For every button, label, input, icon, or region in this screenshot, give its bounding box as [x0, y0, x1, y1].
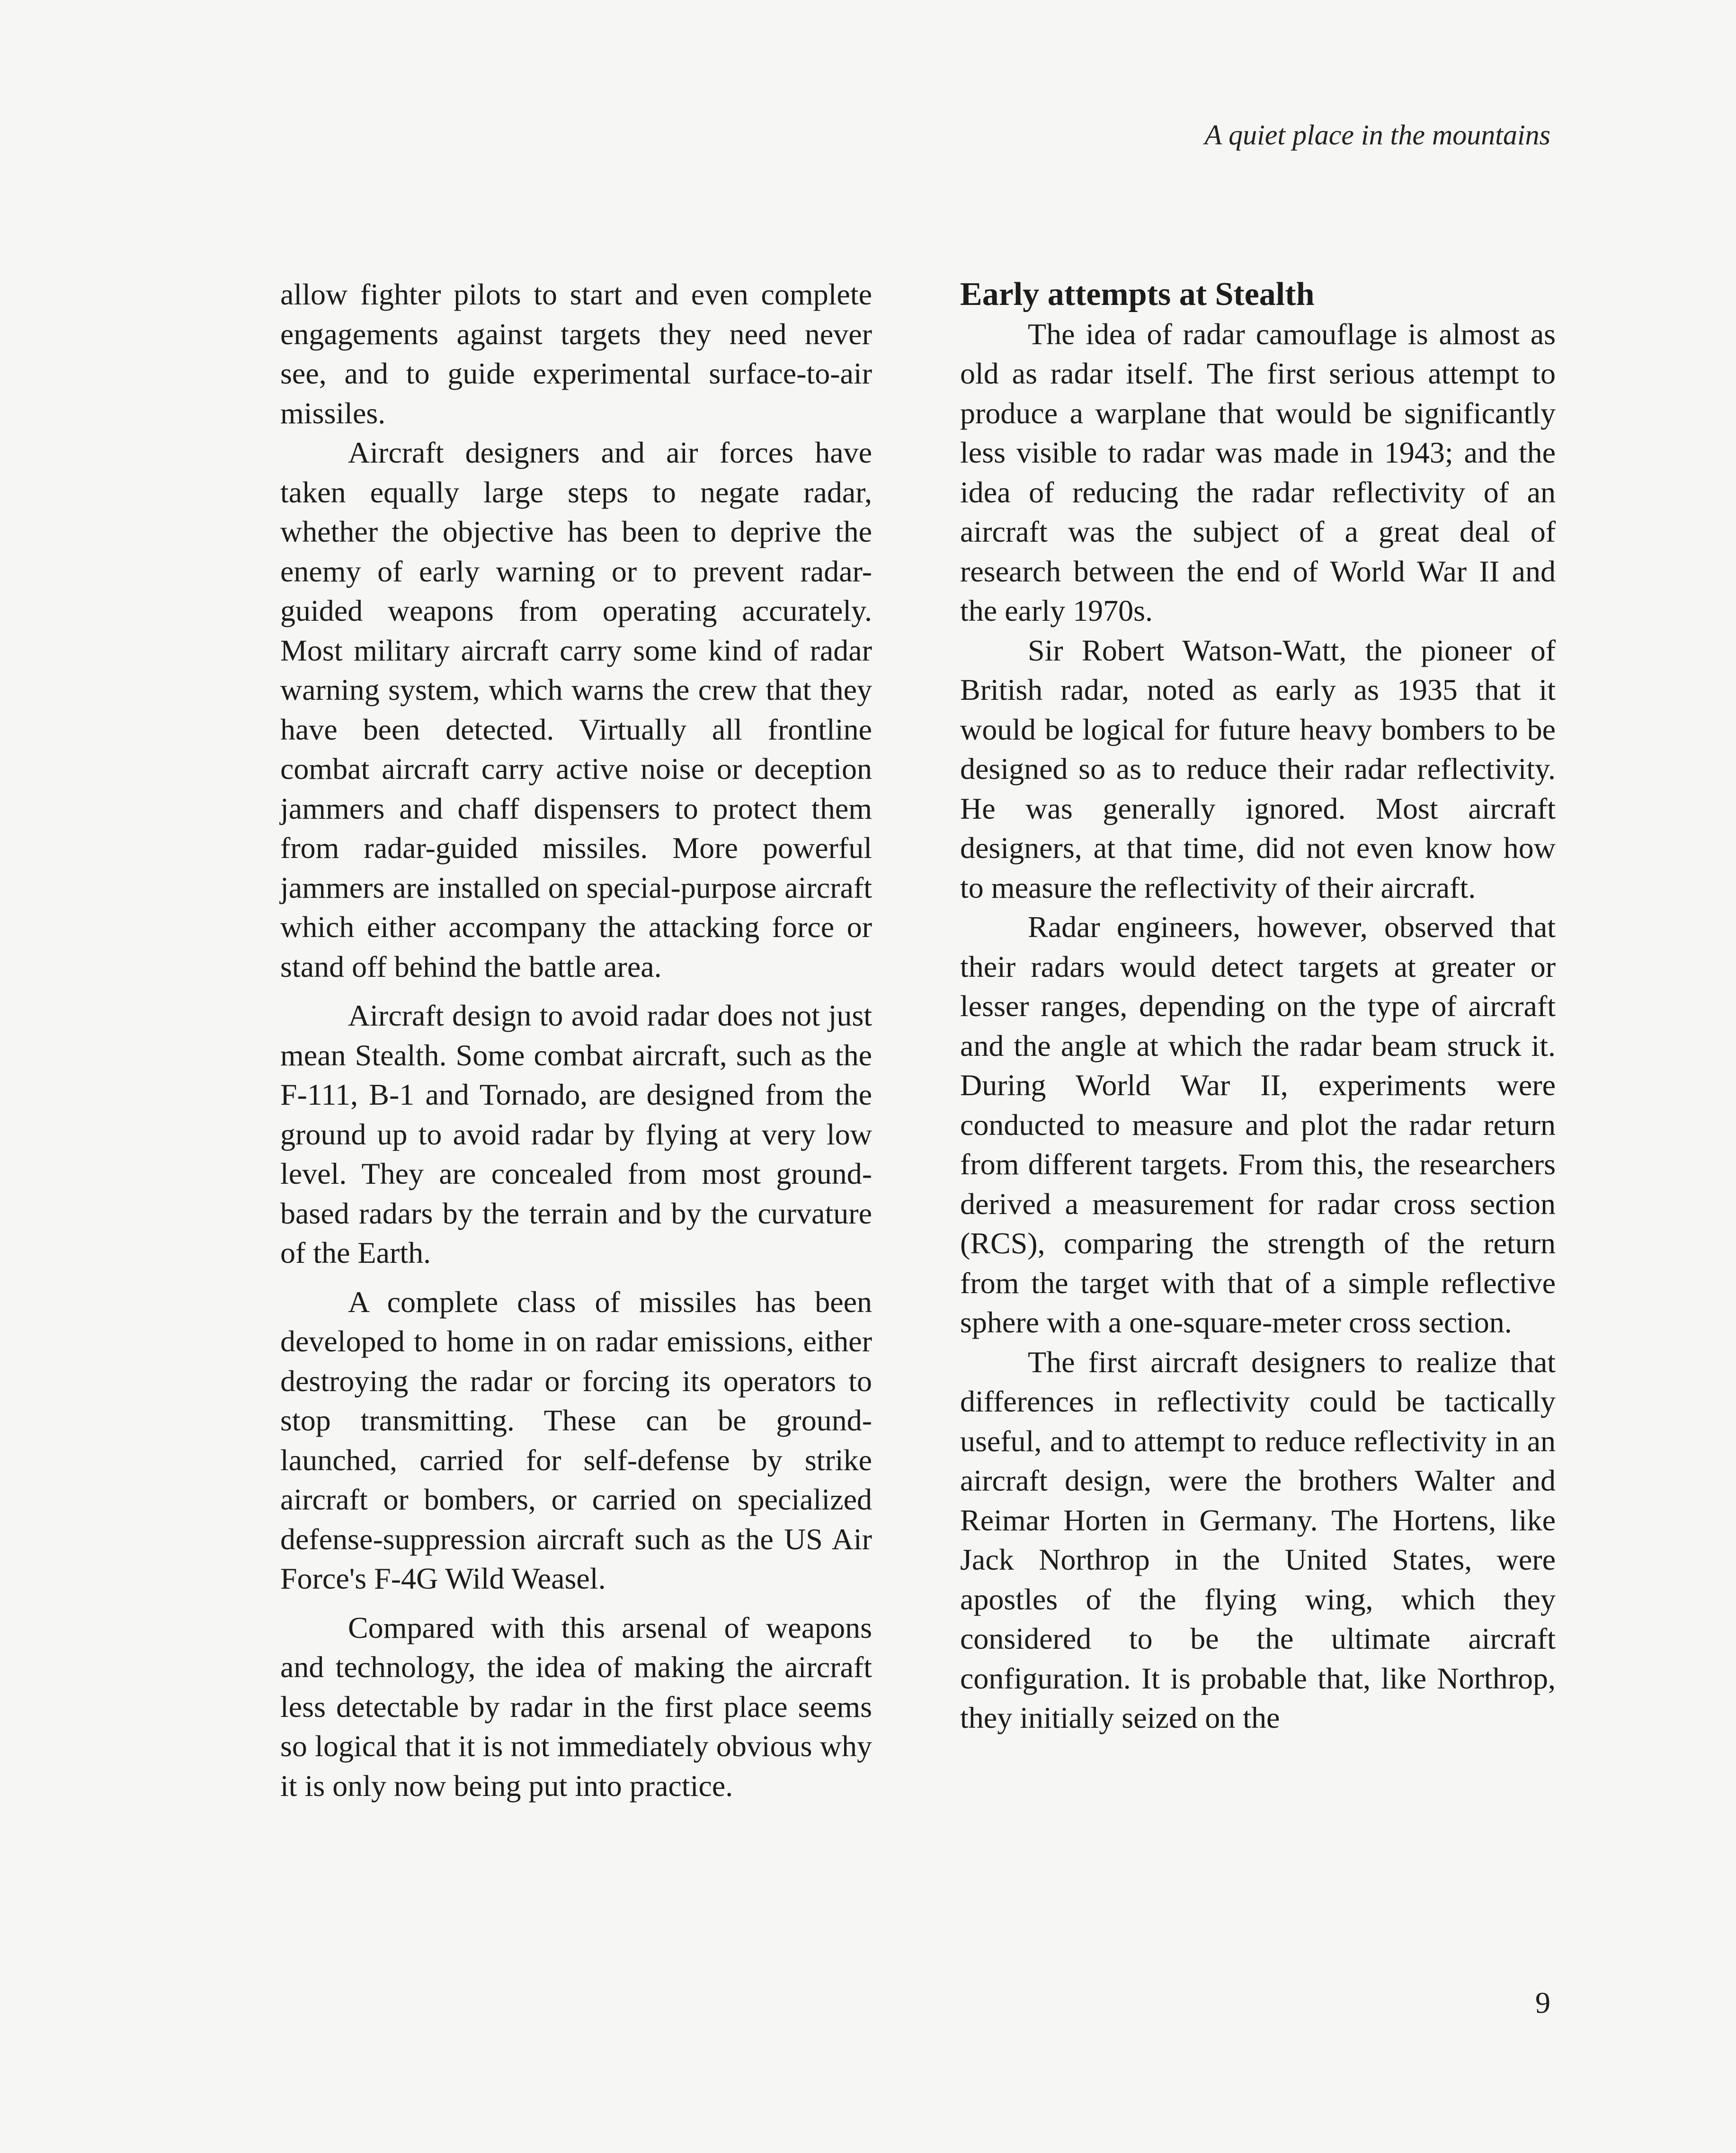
body-paragraph: Radar engineers, however, observed that their radars would detect targets at greater or lesser ranges, depending on the type of aircraft and the angle at which the radar beam struck it. During World War II, experiments were conducted to measure and plot the radar return from different targets. From this, the researchers derived a measurement for radar cross section (RCS), comparing the strength of the return from the target with that of a simple reflective sphere with a one-square-meter cross section.	[960, 910, 1556, 1339]
body-paragraph: A complete class of missiles has been developed to home in on radar emissions, either destroying the radar or forcing its operators to stop transmitting. These can be ground-launched, carried for self-defense by strike aircraft or bombers, or carried on specialized defense-suppression aircraft such as the US Air Force's F-4G Wild Weasel.	[280, 1285, 872, 1595]
page-number: 9	[1535, 1986, 1550, 2019]
body-paragraph: Aircraft design to avoid radar does not just mean Stealth. Some combat aircraft, such as the F-111, B-1 and Tornado, are designed from the ground up to avoid radar by flying at very low level. They are concealed from most ground-based radars by the terrain and by the curvature of the Earth.	[280, 999, 872, 1269]
left-column	[280, 275, 872, 1805]
body-paragraph: Aircraft designers and air forces have taken equally large steps to negate radar, whether the objective has been to deprive the enemy of early warning or to prevent radar-guided weapons from operating accurately. Most military aircraft carry some kind of radar warning system, which warns the crew that they have been detected. Virtually all frontline combat aircraft carry active noise or deception jammers and chaff dispensers to protect them from radar-guided missiles. More powerful jammers are installed on special-purpose aircraft which either accompany the attacking force or stand off behind the battle area.	[280, 436, 872, 983]
body-paragraph: allow fighter pilots to start and even complete engagements against targets they need never see, and to guide experimental surface-to-air missiles.	[280, 277, 872, 430]
body-paragraph: The idea of radar camouflage is almost as old as radar itself. The first serious attempt to produce a warplane that would be significantly less visible to radar was made in 1943; and the idea of reducing the radar reflectivity of an aircraft was the subject of a great deal of research between the end of World War II and the early 1970s.	[960, 317, 1556, 627]
right-column	[960, 275, 1556, 1738]
running-head: A quiet place in the mountains	[1204, 119, 1550, 151]
section-heading: Early attempts at Stealth	[960, 276, 1315, 313]
body-paragraph: The first aircraft designers to realize that differences in reflectivity could be tactically useful, and to attempt to reduce reflectivity in an aircraft design, were the brothers Walter and Reimar Horten in Germany. The Hortens, like Jack Northrop in the United States, were apostles of the flying wing, which they considered to be the ultimate aircraft configuration. It is probable that, like Northrop, they initially seized on the	[960, 1345, 1556, 1734]
body-paragraph: Compared with this arsenal of weapons and technology, the idea of making the aircraft less detectable by radar in the first place seems so logical that it is not immediately obvious why it is only now being put into practice.	[280, 1610, 872, 1803]
body-paragraph: Sir Robert Watson-Watt, the pioneer of British radar, noted as early as 1935 that it would be logical for future heavy bombers to be designed so as to reduce their radar reflectivity. He was generally ignored. Most aircraft designers, at that time, did not even know how to measure the reflectivity of their aircraft.	[960, 633, 1556, 904]
